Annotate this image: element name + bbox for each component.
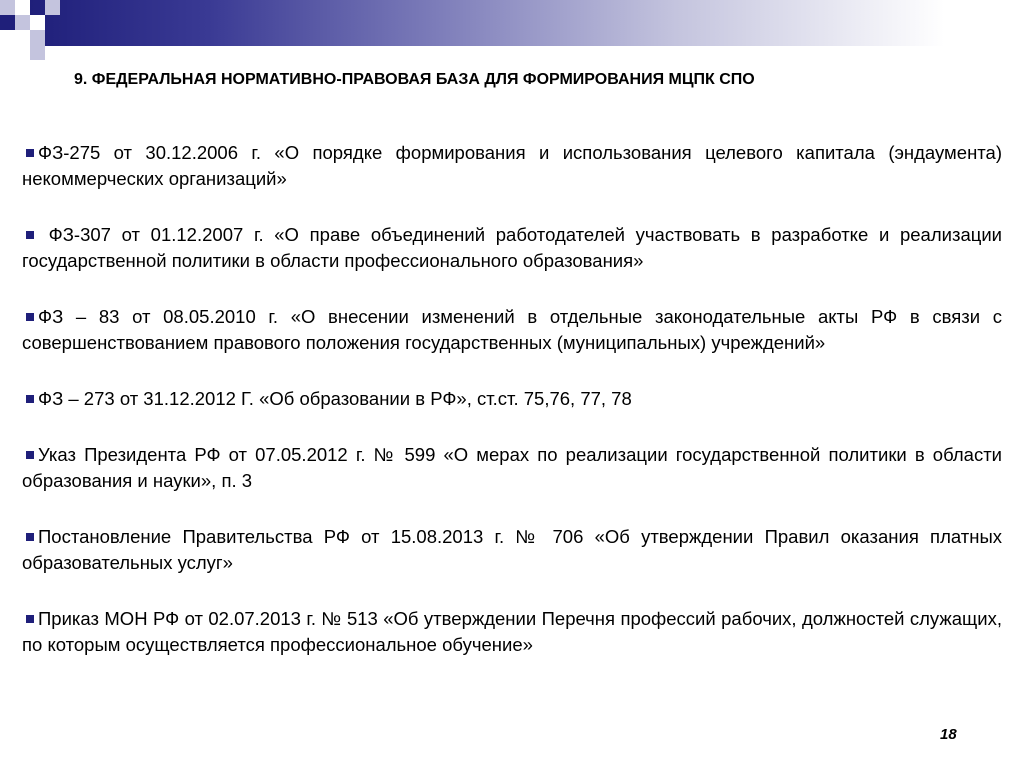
list-item-text: Приказ МОН РФ от 02.07.2013 г. № 513 «Об утверждении Перечня профессий рабочих, должностей служащих, по которым осуществляется профессиональное обучение» [22,608,1002,655]
decor-square [0,15,15,30]
list-item-text: Постановление Правительства РФ от 15.08.2013 г. № 706 «Об утверждении Правил оказания платных образовательных услуг» [22,526,1002,573]
list-item [22,140,1002,192]
square-bullet-icon [26,615,34,623]
decor-square [30,45,45,60]
decor-square [45,0,60,15]
list-item-text: ФЗ-307 от 01.12.2007 г. «О праве объединений работодателей участвовать в разработке и реализации государственной политики в области профессионального образования» [22,224,1002,271]
page-number: 18 [940,726,957,743]
list-item [22,606,1002,658]
list-item-text: ФЗ-275 от 30.12.2006 г. «О порядке формирования и использования целевого капитала (эндаумента) некоммерческих организаций» [22,142,1002,189]
decor-square [30,30,45,45]
list-item [22,222,1002,274]
slide-title: 9. ФЕДЕРАЛЬНАЯ НОРМАТИВНО-ПРАВОВАЯ БАЗА ДЛЯ ФОРМИРОВАНИЯ МЦПК СПО [74,71,755,88]
list-item-text: Указ Президента РФ от 07.05.2012 г. № 599 «О мерах по реализации государственной политики в области образования и науки», п. 3 [22,444,1002,491]
list-item [22,386,1002,412]
decor-square [15,0,30,15]
square-bullet-icon [26,149,34,157]
square-bullet-icon [26,231,34,239]
list-item [22,442,1002,494]
bullet-list [22,140,1002,688]
decor-square [15,30,30,45]
header-decoration [0,0,1024,64]
list-item-text: ФЗ – 83 от 08.05.2010 г. «О внесении изменений в отдельные законодательные акты РФ в связи с совершенствованием правового положения государственных (муниципальных) учреждений» [22,306,1002,353]
header-gradient-band [30,0,1024,46]
square-bullet-icon [26,313,34,321]
list-item [22,304,1002,356]
list-item [22,524,1002,576]
square-bullet-icon [26,451,34,459]
decor-square [15,15,30,30]
square-bullet-icon [26,533,34,541]
decor-square [30,15,45,30]
square-bullet-icon [26,395,34,403]
decor-square [0,0,15,15]
list-item-text: ФЗ – 273 от 31.12.2012 Г. «Об образовании в РФ», ст.ст. 75,76, 77, 78 [38,388,632,409]
